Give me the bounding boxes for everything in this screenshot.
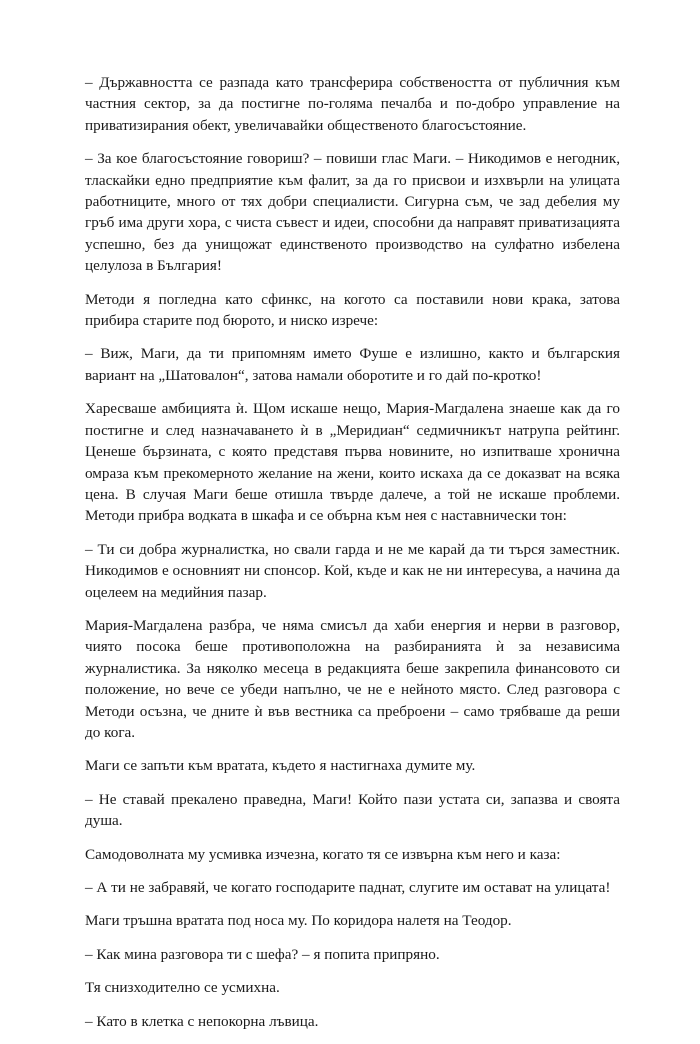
paragraph: – Държавността се разпада като трансферира собствеността от публичния към частния сектор, за да постигне по-голяма печалба и по-добро управление на приватизирания обект, увеличавайки общественото благосъстояние. [85,74,620,134]
paragraph: Харесваше амбицията ѝ. Щом искаше нещо, Мария-Магдалена знаеше как да го постигне и след назначаването ѝ в „Меридиан“ седмичникът натрупа рейтинг. Ценеше бързината, с която представя първа новините, но изпитваше хронична омраза към прекомерното желание на жени, които искаха да се доказват на всяка цена. В случая Маги беше отишла твърде далече, а той не искаше проблеми. Методи прибра водката в шкафа и се обърна към нея с наставнически тон: [85,400,620,525]
paragraph: Методи я погледна като сфинкс, на когото са поставили нови крака, затова прибира старите под бюрото, и ниско изрече: [85,290,620,330]
paragraph: – Не ставай прекалено праведна, Маги! Който пази устата си, запазва и своята душа. [85,790,620,830]
paragraph: – Като в клетка с непокорна лъвица. [85,1012,319,1030]
body-text [85,72,620,1044]
paragraph: Мария-Магдалена разбра, че няма смисъл да хаби енергия и нерви в разговор, чиято посока беше противоположна на разбиранията ѝ за независима журналистика. За няколко месеца в редакцията беше закрепила финансовото си положение, но вече се убеди напълно, че не е нейното място. След разговора с Методи осъзна, че дните ѝ във вестника са преброени – само трябваше да реши до кога. [85,616,620,741]
paragraph: Тя снизходително се усмихна. [85,979,280,997]
paragraph: – А ти не забравяй, че когато господарите паднат, слугите им остават на улицата! [85,879,611,896]
paragraph: – За кое благосъстояние говориш? – повиши глас Маги. – Никодимов е негодник, тласкайки едно предприятие към фалит, за да го присвои и изхвърли на улицата работниците, много от тях добри специалисти. Сигурна съм, че зад дебелия му гръб има други хора, с чиста съвест и идеи, способни да направят приватизацията успешно, без да унищожат единственото производство на сулфатно избелена целулоза в България! [85,150,620,275]
paragraph: – Виж, Маги, да ти припомням името Фуше е излишно, както и българския вариант на „Шатовалон“, затова намали оборотите и го дай по-кротко! [85,345,620,384]
paragraph: Маги тръшна вратата под носа му. По коридора налетя на Теодор. [85,912,512,930]
paragraph: – Ти си добра журналистка, но свали гарда и не ме карай да ти търся заместник. Никодимов е основният ни спонсор. Кой, къде и как не ни интересува, а начина да оцелеем на медийния пазар. [85,540,620,601]
paragraph: Самодоволната му усмивка изчезна, когато тя се извърна към него и каза: [85,845,561,863]
paragraph: Маги се запъти към вратата, където я настигнаха думите му. [85,757,476,775]
paragraph: – Как мина разговора ти с шефа? – я попита припряно. [85,945,440,963]
